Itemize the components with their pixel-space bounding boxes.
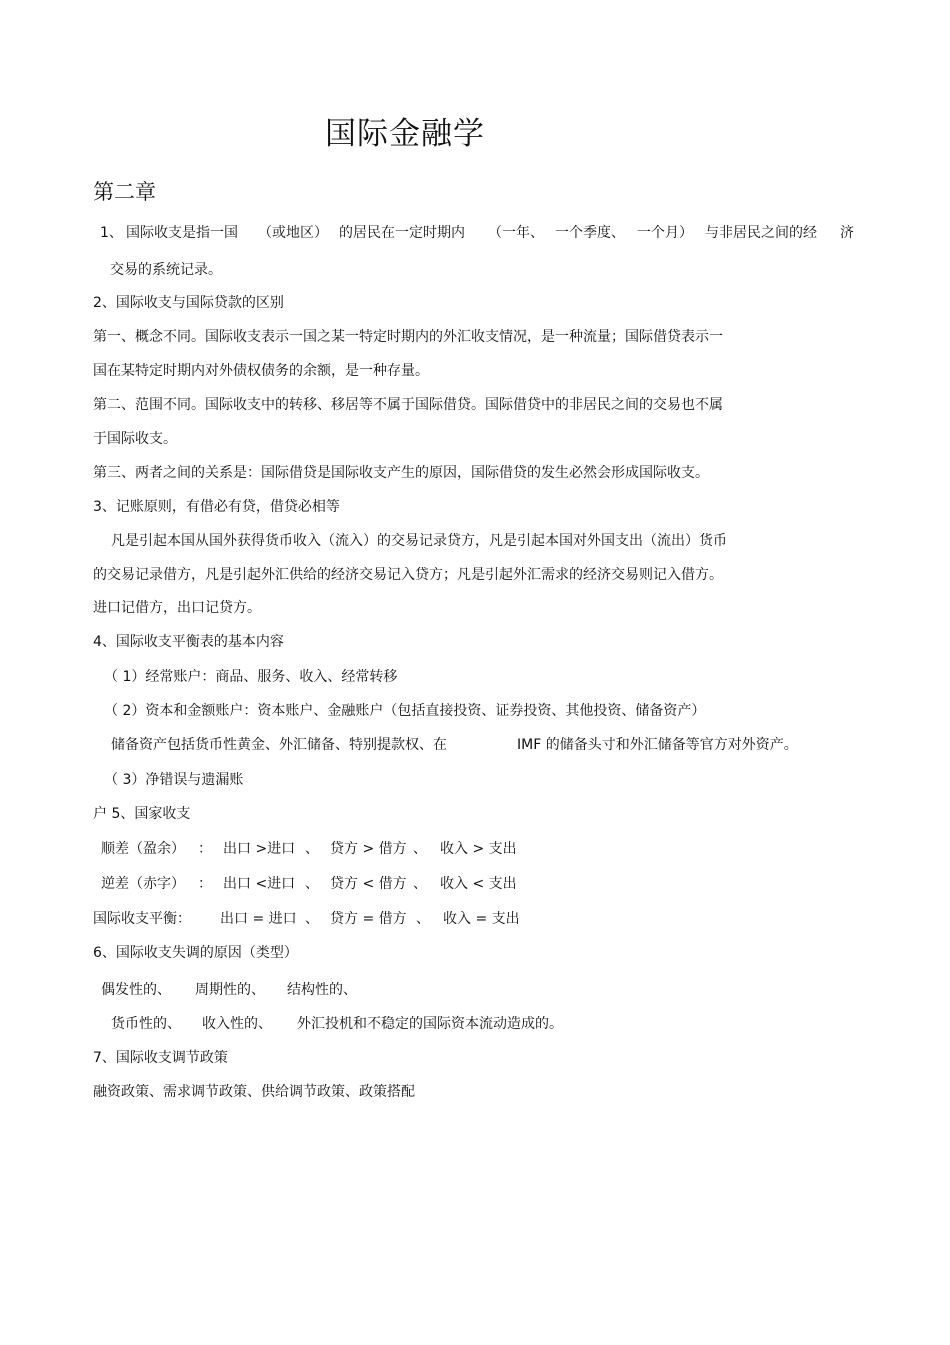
cause-type: 外汇投机和不稳定的国际资本流动造成的。: [297, 1016, 563, 1032]
row-value: 贷方 > 借方: [330, 841, 407, 857]
list-item: （ 2）资本和金额账户：资本账户、金融账户（包括直接投资、证券投资、其他投资、储备资产）: [104, 703, 706, 719]
definition-line-1: [0, 224, 950, 242]
reserve-assets-text: IMF 的储备头寸和外汇储备等官方对外资产。: [517, 737, 798, 753]
cause-type: 货币性的、: [111, 1016, 181, 1032]
cause-types-line-1: [0, 981, 950, 999]
cause-type: 周期性的、: [195, 982, 265, 998]
reserve-assets-line: [0, 736, 950, 754]
section-heading-7: 7、国际收支调节政策: [93, 1050, 228, 1066]
paragraph-line: 第一、概念不同。国际收支表示一国之某一特定时期内的外汇收支情况，是一种流量；国际借贷表示一: [93, 329, 723, 345]
row-value: 收入 < 支出: [440, 876, 517, 892]
row-value: 出口 = 进口: [220, 911, 297, 927]
row-separator: 、: [413, 876, 427, 892]
cause-type: 结构性的、: [287, 982, 357, 998]
section-heading-4: 4、国际收支平衡表的基本内容: [93, 634, 284, 650]
paragraph-line: 第三、两者之间的关系是：国际借贷是国际收支产生的原因，国际借贷的发生必然会形成国际收支。: [93, 465, 709, 481]
definition-part: 国际收支是指一国: [126, 225, 238, 241]
section-heading-2: 2、国际收支与国际贷款的区别: [93, 295, 284, 311]
paragraph-line: 凡是引起本国从国外获得货币收入（流入）的交易记录贷方，凡是引起本国对外国支出（流出）货币: [111, 533, 727, 549]
definition-part: 一个月）: [637, 225, 693, 241]
chapter-heading: 第二章: [93, 180, 156, 204]
row-value: 出口 <进口: [223, 876, 296, 892]
row-label: 逆差（赤字）: [101, 876, 185, 892]
definition-part: 一个季度、: [555, 225, 625, 241]
paragraph-line: 融资政策、需求调节政策、供给调节政策、政策搭配: [93, 1084, 415, 1100]
list-item: （ 3）净错误与遗漏账: [104, 772, 244, 788]
definition-part: （或地区）: [258, 225, 328, 241]
row-separator: 、: [416, 911, 430, 927]
definition-part: 的居民在一定时期内: [339, 225, 465, 241]
row-colon: ：: [198, 876, 212, 892]
cause-type: 收入性的、: [202, 1016, 272, 1032]
row-separator: 、: [305, 876, 319, 892]
balance-row: [0, 910, 950, 928]
paragraph-line: 进口记借方，出口记贷方。: [93, 600, 261, 616]
row-label: 国际收支平衡：: [93, 911, 191, 927]
surplus-row: [0, 840, 950, 858]
definition-continuation: 交易的系统记录。: [110, 262, 222, 278]
paragraph-line: 第二、范围不同。国际收支中的转移、移居等不属于国际借贷。国际借贷中的非居民之间的交易也不属: [93, 397, 723, 413]
item-number: 1、: [100, 225, 123, 241]
definition-part: 与非居民之间的经: [705, 225, 817, 241]
row-separator: 、: [305, 911, 319, 927]
row-label: 顺差（盈余）: [101, 841, 185, 857]
list-item: （ 1）经常账户：商品、服务、收入、经常转移: [104, 669, 398, 685]
row-colon: ：: [198, 841, 212, 857]
row-value: 贷方 = 借方: [330, 911, 407, 927]
definition-part: （一年、: [488, 225, 544, 241]
reserve-assets-text: 储备资产包括货币性黄金、外汇储备、特别提款权、在: [111, 737, 447, 753]
section-heading-5: 户 5、国家收支: [93, 806, 191, 822]
row-value: 贷方 < 借方: [330, 876, 407, 892]
paragraph-line: 国在某特定时期内对外债权债务的余额，是一种存量。: [93, 363, 429, 379]
document-title: 国际金融学: [325, 116, 485, 152]
paragraph-line: 的交易记录借方，凡是引起外汇供给的经济交易记入贷方；凡是引起外汇需求的经济交易则记入借方。: [93, 567, 723, 583]
row-value: 收入 > 支出: [440, 841, 517, 857]
row-value: 出口 >进口: [223, 841, 296, 857]
cause-type: 偶发性的、: [101, 982, 171, 998]
deficit-row: [0, 875, 950, 893]
definition-part: 济: [840, 225, 854, 241]
row-separator: 、: [305, 841, 319, 857]
cause-types-line-2: [0, 1015, 950, 1033]
section-heading-3: 3、记账原则，有借必有贷，借贷必相等: [93, 499, 340, 515]
paragraph-line: 于国际收支。: [93, 431, 177, 447]
section-heading-6: 6、国际收支失调的原因（类型）: [93, 945, 298, 961]
row-separator: 、: [413, 841, 427, 857]
row-value: 收入 = 支出: [443, 911, 520, 927]
